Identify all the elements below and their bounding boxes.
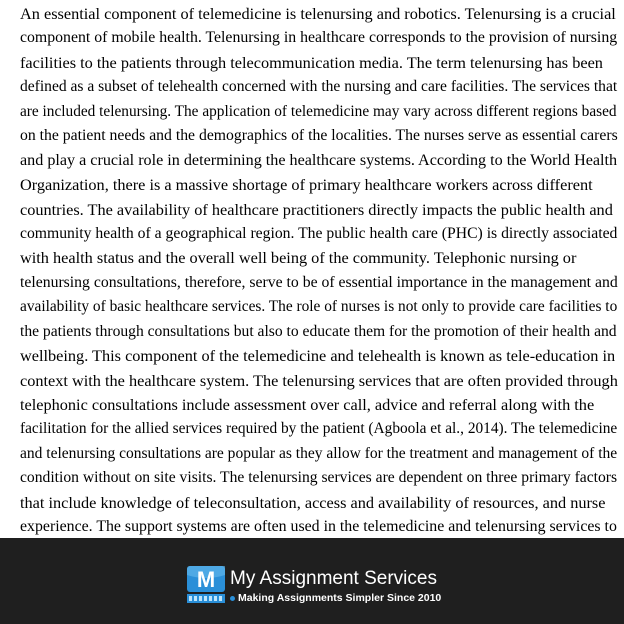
text-line: component of mobile health. Telenursing in healthcare corresponds to the provision of nursing [20, 29, 618, 47]
text-line: availability of basic healthcare services. The role of nurses is not only to provide care facilities to [20, 298, 618, 316]
text-line: context with the healthcare system. The telenursing services that are often provided through [20, 370, 618, 390]
text-line: telephonic consultations include assessment over call, advice and referral along with the [20, 395, 595, 414]
text-line: on the patient needs and the demographics of the localities. The nurses serve as essential carers [20, 127, 618, 145]
logo-letter: M [196, 567, 216, 592]
document-body [20, 2, 620, 538]
text-line: telenursing consultations, therefore, serve to be of essential importance in the management and [20, 273, 618, 291]
text-line: countries. The availability of healthcare practitioners directly impacts the public health and [20, 199, 613, 219]
text-line: wellbeing. This component of the telemedicine and telehealth is known as tele-education in [20, 346, 616, 366]
text-line: and telenursing consultations are popular as they allow for the treatment and management of the [20, 444, 618, 462]
accent-dot [230, 596, 235, 601]
stylized-m-logo-icon [187, 566, 225, 592]
text-line: Organization, there is a massive shortage of primary healthcare workers across different [20, 175, 593, 195]
text-line: An essential component of telemedicine is telenursing and robotics. Telenursing is a crucial [20, 4, 616, 23]
text-line: that include knowledge of teleconsultation, access and availability of resources, and nurse [20, 492, 606, 512]
text-line: the patients through consultations but also to educate them for the promotion of their health and [20, 322, 617, 340]
text-line: experience. The support systems are often used in the telemedicine and telenursing services to [20, 518, 617, 536]
text-line: and play a crucial role in determining the healthcare systems. According to the World Health [20, 151, 618, 169]
brand-name: My Assignment Services [230, 568, 437, 589]
brand-tagline: Making Assignments Simpler Since 2010 [238, 592, 442, 604]
text-line: community health of a geographical region. The public health care (PHC) is directly associated [20, 224, 618, 242]
text-line: condition without on site visits. The telenursing services are dependent on three primary factors [20, 469, 618, 487]
text-line: defined as a subset of telehealth concerned with the nursing and care facilities. The services that [20, 78, 618, 96]
text-line: facilitation for the allied services required by the patient (Agboola et al., 2014). The telemedicine [20, 420, 618, 438]
text-line: facilities to the patients through telecommunication media. The term telenursing has been [20, 52, 603, 72]
text-line: are included telenursing. The application of telemedicine may vary across different regions based [20, 102, 617, 120]
logo-strip-decoration [187, 594, 225, 603]
text-line: with health status and the overall well being of the community. Telephonic nursing or [20, 248, 577, 268]
